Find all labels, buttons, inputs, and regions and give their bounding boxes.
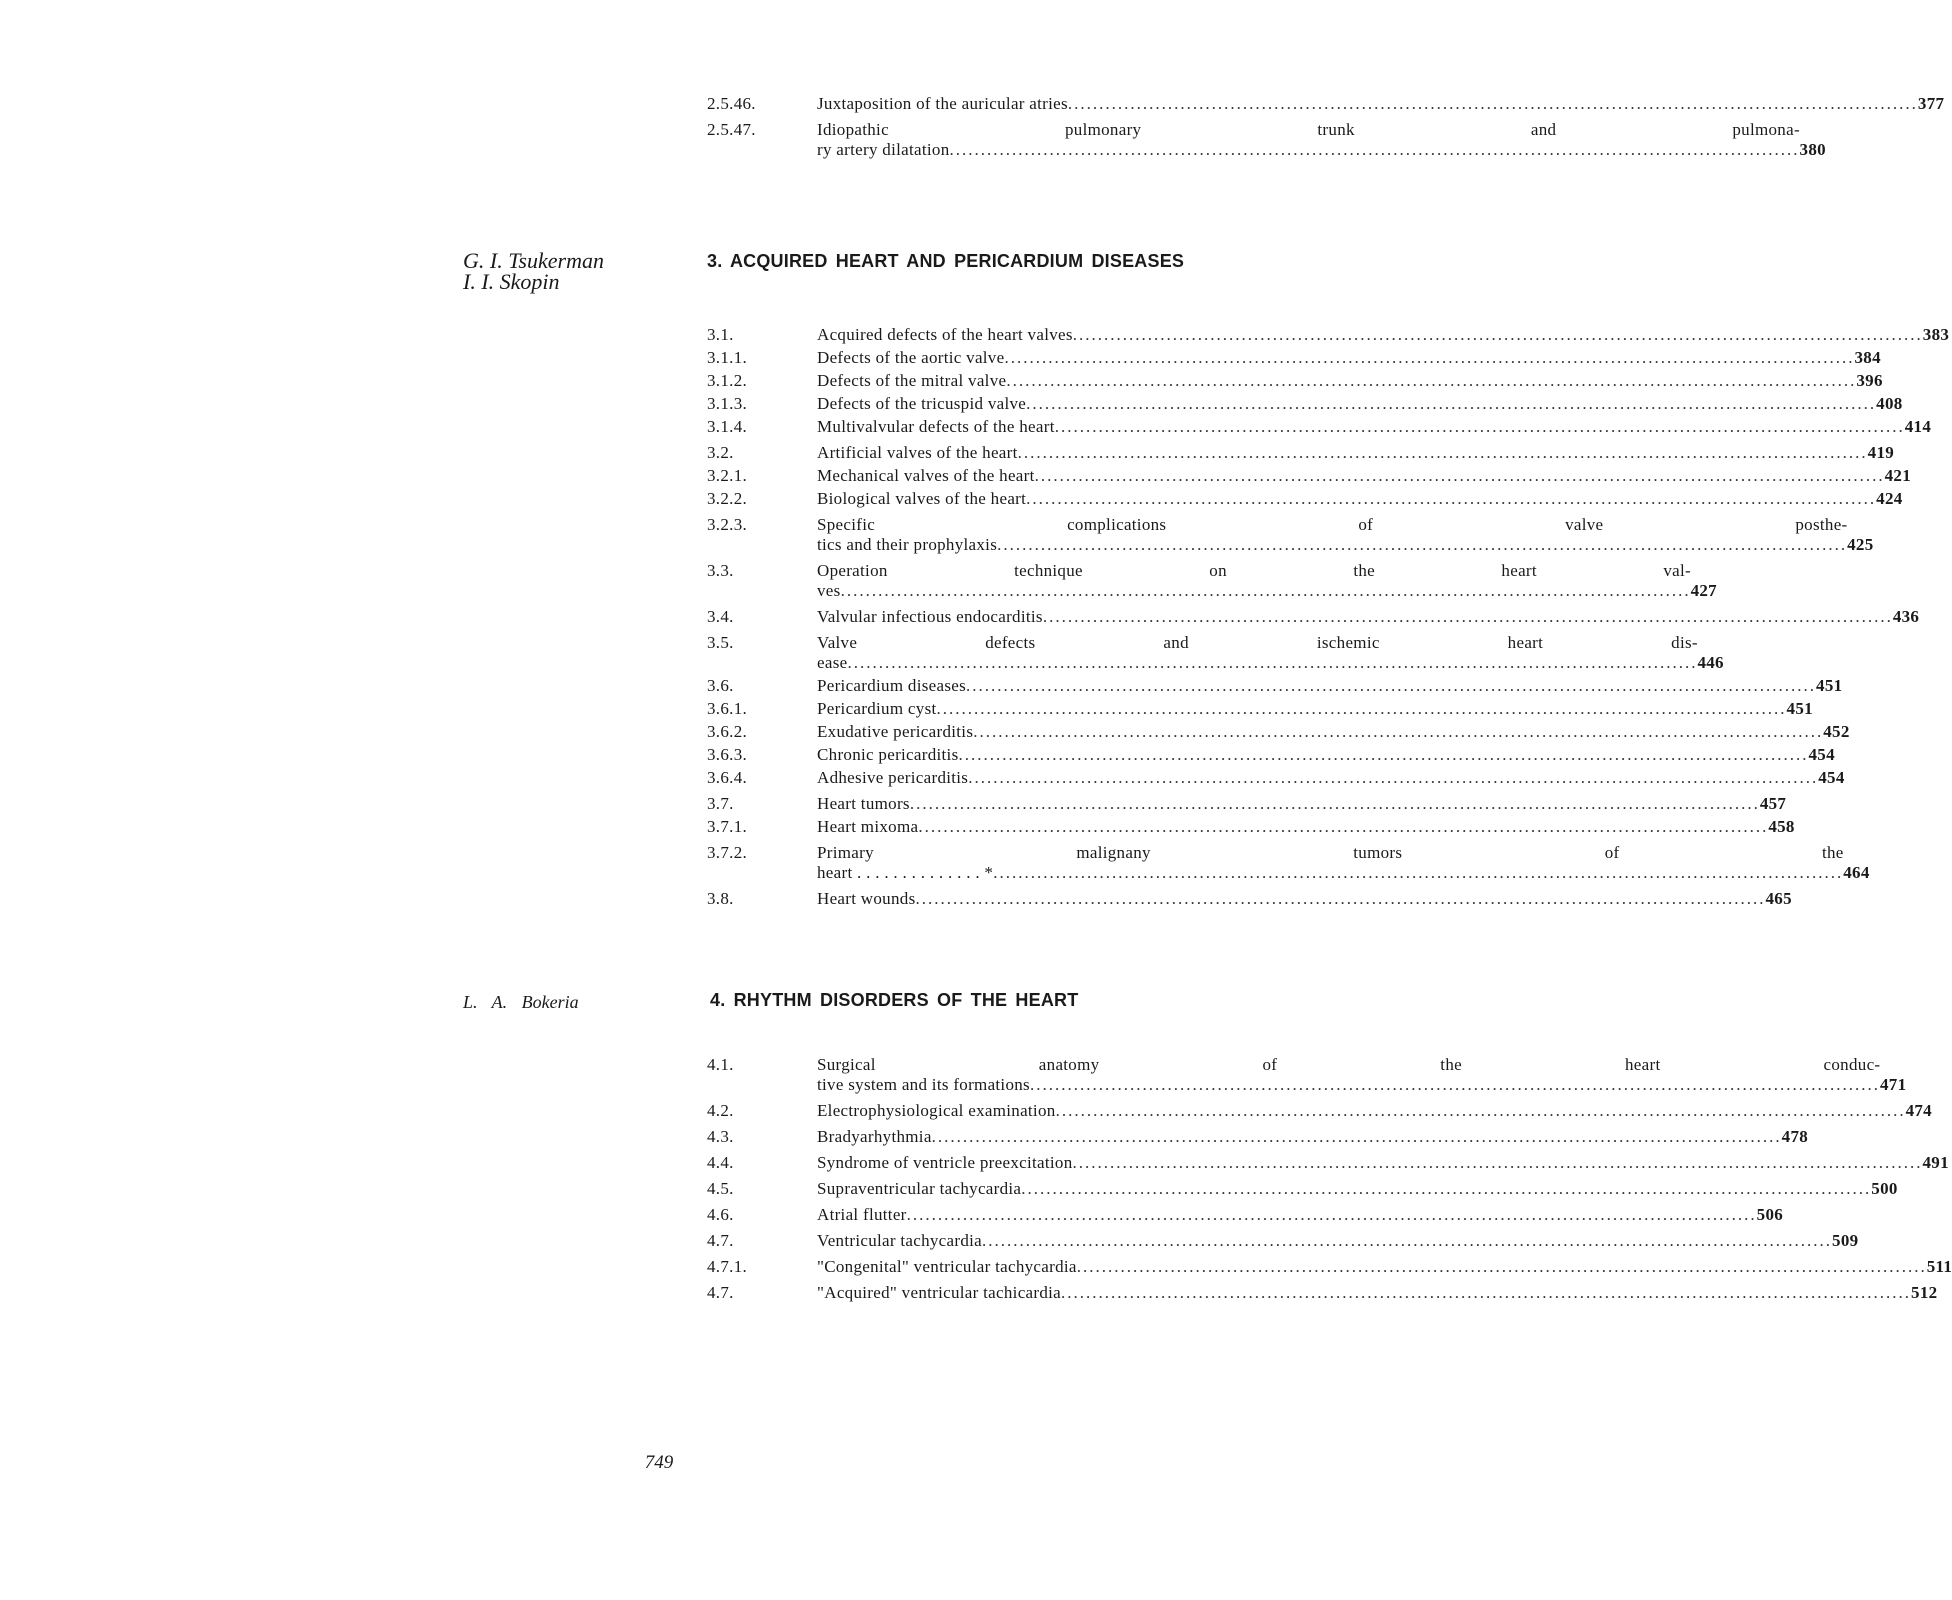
section-4-authors <box>463 992 579 1013</box>
toc-entry <box>707 676 1843 696</box>
toc-entry <box>707 768 1845 788</box>
toc-entry-leader-line <box>817 863 1870 883</box>
toc-entry-body <box>817 1257 1952 1277</box>
toc-entry-title: Defects of the aortic valve <box>817 348 1005 367</box>
toc-entry-leader-line <box>817 489 1903 509</box>
toc-entry-leader-line <box>817 1075 1906 1095</box>
toc-entry-title: heart . . . . . . . . . . . . . . * <box>817 863 994 882</box>
toc-entry-body <box>817 768 1845 788</box>
toc-entry-leader-line <box>817 371 1883 391</box>
toc-entry-page: 377 <box>1917 94 1945 113</box>
toc-entry-page: 452 <box>1823 722 1850 741</box>
toc-entry-title: Bradyarhythmia <box>817 1127 932 1146</box>
toc-entry-page: 474 <box>1905 1101 1932 1120</box>
toc-entry <box>707 1055 1907 1095</box>
toc-entry-leader-line <box>817 1283 1937 1303</box>
toc-entry <box>707 794 1787 814</box>
toc-entry-page: 421 <box>1884 466 1912 485</box>
toc-entry-leader-line <box>817 768 1845 788</box>
toc-entry-page: 506 <box>1756 1205 1784 1224</box>
toc-entry <box>707 1153 1949 1173</box>
toc-entry <box>707 417 1932 437</box>
toc-entry-page: 424 <box>1876 489 1903 508</box>
toc-entry-page: 451 <box>1816 676 1843 695</box>
toc-entry-title: Biological valves of the heart <box>817 489 1027 508</box>
toc-entry-body <box>817 1127 1808 1147</box>
toc-entry-leader-line <box>817 676 1842 696</box>
toc-entry-body <box>817 1283 1937 1303</box>
toc-entry-number: 3.7.1. <box>707 817 748 836</box>
toc-entry-title: Mechanical valves of the heart <box>817 466 1035 485</box>
author-name: I. I. Skopin <box>463 269 560 294</box>
toc-entry-title: Supraventricular tachycardia <box>817 1179 1022 1198</box>
toc-entry-page: 511 <box>1926 1257 1952 1276</box>
toc-entry <box>707 607 1920 627</box>
toc-entry-title: Chronic pericarditis <box>817 745 959 764</box>
toc-entry-leader-line <box>817 745 1835 765</box>
toc-entry <box>707 1205 1784 1225</box>
toc-entry-page: 425 <box>1847 535 1874 554</box>
toc-entry-leader-line <box>817 1127 1808 1147</box>
toc-entry-number: 4.6. <box>707 1205 734 1224</box>
toc-entry-page: 383 <box>1922 325 1950 344</box>
toc-entry-body <box>817 515 1874 555</box>
toc-entry <box>707 1283 1938 1303</box>
toc-entry-body <box>817 394 1903 414</box>
toc-entry-page: 471 <box>1879 1075 1907 1094</box>
toc-entry-body <box>817 561 1717 601</box>
toc-entry-page: 380 <box>1799 140 1826 159</box>
toc-entry-title: tics and their prophylaxis <box>817 535 998 554</box>
toc-entry-page: 454 <box>1808 745 1835 764</box>
toc-entry-title: Atrial flutter <box>817 1205 907 1224</box>
toc-entry <box>707 489 1903 509</box>
toc-entry-page: 500 <box>1871 1179 1898 1198</box>
toc-entry-leader-line <box>817 607 1919 627</box>
toc-entry-title: Ventricular tachycardia <box>817 1231 983 1250</box>
toc-entry-leader-line <box>817 699 1813 719</box>
toc-entry-body <box>817 489 1903 509</box>
toc-entry <box>707 325 1950 345</box>
toc-entry-title: Electrophysiological examination <box>817 1101 1056 1120</box>
toc-entry-number: 2.5.46. <box>707 94 756 113</box>
toc-entry <box>707 120 1826 160</box>
dot-leader <box>916 889 1766 909</box>
dot-leader <box>918 817 1768 837</box>
toc-entry-title: ves <box>817 581 841 600</box>
toc-entry-number: 3.8. <box>707 889 734 908</box>
page-number: 749 <box>644 1452 674 1473</box>
toc-entry-number: 3.7.2. <box>707 843 748 862</box>
dot-leader <box>982 1231 1832 1251</box>
toc-entry-title: Acquired defects of the heart valves <box>817 325 1073 344</box>
toc-entry <box>707 843 1870 883</box>
toc-entry-leader-line <box>817 443 1894 463</box>
toc-entry-leader-line <box>817 1153 1949 1173</box>
toc-entry <box>707 443 1895 463</box>
toc-entry-number: 3.6.4. <box>707 768 748 787</box>
toc-entry <box>707 722 1850 742</box>
toc-entry-page: 458 <box>1768 817 1795 836</box>
section-3-heading: 3. ACQUIRED HEART AND PERICARDIUM DISEASES <box>707 251 1185 271</box>
toc-entry-number: 3.2.2. <box>707 489 748 508</box>
toc-entry-title: Pericardium cyst <box>817 699 937 718</box>
toc-entry <box>707 1231 1859 1251</box>
toc-entry-title: "Acquired" ventricular tachicardia <box>817 1283 1062 1302</box>
dot-leader <box>1026 489 1876 509</box>
toc-entry-title-line: Surgical anatomy of the heart conduc- <box>817 1055 1881 1074</box>
toc-entry-body <box>817 466 1911 486</box>
toc-entry-title: Heart mixoma <box>817 817 919 836</box>
toc-entry <box>707 561 1717 601</box>
toc-entry-body <box>817 607 1919 627</box>
toc-entry-body <box>817 843 1870 883</box>
toc-entry-title: Exudative pericarditis <box>817 722 974 741</box>
toc-entry-page: 491 <box>1922 1153 1949 1172</box>
section-3-authors <box>463 250 604 292</box>
toc-entry-number: 4.7. <box>707 1231 734 1250</box>
toc-entry-leader-line <box>817 1231 1858 1251</box>
toc-entry-body <box>817 1231 1858 1251</box>
toc-entry-leader-line <box>817 817 1795 837</box>
toc-entry-number: 3.1.3. <box>707 394 748 413</box>
toc-entry-number: 3.7. <box>707 794 734 813</box>
toc-list-section-4 <box>707 1055 1952 1306</box>
toc-entry-leader-line <box>817 889 1792 909</box>
dot-leader <box>937 699 1787 719</box>
toc-entry-body <box>817 120 1826 160</box>
toc-entry-page: 408 <box>1876 394 1903 413</box>
toc-entry-title-line: Specific complications of valve posthe- <box>817 515 1848 534</box>
toc-entry-body <box>817 699 1813 719</box>
toc-entry-page: 384 <box>1854 348 1881 367</box>
toc-entry-body <box>817 348 1881 368</box>
toc-entry-title: Adhesive pericarditis <box>817 768 969 787</box>
toc-entry-page: 457 <box>1759 794 1787 813</box>
toc-entry-title: Syndrome of ventricle preexcitation <box>817 1153 1073 1172</box>
toc-entry-body <box>817 371 1883 391</box>
toc-entry <box>707 466 1912 486</box>
toc-entry <box>707 699 1813 719</box>
toc-entry-number: 3.1.4. <box>707 417 748 436</box>
dot-leader <box>993 863 1843 883</box>
toc-entry-leader-line <box>817 1205 1783 1225</box>
toc-entry-body <box>817 633 1724 673</box>
toc-entry-leader-line <box>817 417 1931 437</box>
toc-entry-leader-line <box>817 140 1826 160</box>
toc-entry-page: 478 <box>1781 1127 1809 1146</box>
toc-entry-leader-line <box>817 466 1911 486</box>
toc-entry-body <box>817 745 1835 765</box>
toc-entry <box>707 394 1903 414</box>
toc-entry-title: tive system and its formations <box>817 1075 1030 1094</box>
dot-leader <box>1061 1283 1911 1303</box>
toc-entry-page: 436 <box>1892 607 1920 626</box>
toc-entry <box>707 348 1881 368</box>
toc-entry <box>707 745 1835 765</box>
dot-leader <box>841 581 1691 601</box>
toc-entry-number: 3.6.1. <box>707 699 748 718</box>
toc-entry-leader-line <box>817 1101 1932 1121</box>
toc-entry-title: ease <box>817 653 848 672</box>
toc-entry-number: 2.5.47. <box>707 120 756 139</box>
toc-entry-leader-line <box>817 653 1724 673</box>
toc-list-section-3 <box>707 325 1950 912</box>
author-name: L. A. Bokeria <box>463 992 579 1012</box>
dot-leader <box>997 535 1847 555</box>
dot-leader <box>847 653 1697 673</box>
toc-entry-title: Juxtaposition of the auricular atries <box>817 94 1068 113</box>
toc-entry-title: Heart tumors <box>817 794 910 813</box>
toc-entry-number: 3.1.2. <box>707 371 748 390</box>
dot-leader <box>973 722 1823 742</box>
toc-entry <box>707 1179 1898 1199</box>
dot-leader <box>1043 607 1893 627</box>
toc-entry-title: ry artery dilatation <box>817 140 950 159</box>
toc-entry-number: 3.1.1. <box>707 348 748 367</box>
toc-entry-title: Defects of the mitral valve <box>817 371 1007 390</box>
toc-entry-leader-line <box>817 325 1949 345</box>
dot-leader <box>1006 371 1856 391</box>
toc-entry-leader-line <box>817 394 1903 414</box>
dot-leader <box>1056 1101 1906 1121</box>
toc-entry-title: Heart wounds <box>817 889 916 908</box>
toc-entry <box>707 1257 1952 1277</box>
toc-entry-number: 3.1. <box>707 325 734 344</box>
toc-entry-page: 427 <box>1690 581 1717 600</box>
dot-leader <box>910 794 1760 814</box>
dot-leader <box>950 140 1800 160</box>
toc-entry-body <box>817 1101 1932 1121</box>
toc-entry-number: 4.7. <box>707 1283 734 1302</box>
toc-entry-title: "Congenital" ventricular tachycardia <box>817 1257 1077 1276</box>
toc-entry-body <box>817 94 1944 114</box>
toc-entry-leader-line <box>817 1179 1898 1199</box>
toc-entry-page: 451 <box>1786 699 1813 718</box>
dot-leader <box>1030 1075 1880 1095</box>
toc-entry-title-line: Idiopathic pulmonary trunk and pulmona- <box>817 120 1800 139</box>
section-4-heading: 4. RHYTHM DISORDERS OF THE HEART <box>710 990 1079 1010</box>
toc-entry-number: 3.2.3. <box>707 515 748 534</box>
toc-entry-number: 3.6.2. <box>707 722 748 741</box>
toc-entry <box>707 515 1874 555</box>
toc-entry-body <box>817 325 1949 345</box>
toc-entry-title-line: Primary malignany tumors of the <box>817 843 1844 862</box>
toc-entry-page: 454 <box>1818 768 1845 787</box>
toc-entry-body <box>817 417 1931 437</box>
toc-entry-number: 4.3. <box>707 1127 734 1146</box>
dot-leader <box>1073 325 1923 345</box>
toc-entry-body <box>817 1055 1906 1095</box>
toc-entry-number: 3.6. <box>707 676 734 695</box>
toc-entry-page: 464 <box>1843 863 1870 882</box>
toc-entry-leader-line <box>817 581 1717 601</box>
toc-entry-title-line: Operation technique on the heart val- <box>817 561 1691 580</box>
toc-entry-body <box>817 1153 1949 1173</box>
toc-entry-page: 414 <box>1904 417 1932 436</box>
toc-entry-page: 509 <box>1832 1231 1859 1250</box>
author-name: G. I. Tsukerman <box>463 248 604 273</box>
toc-entry-number: 3.2. <box>707 443 734 462</box>
toc-entry-body <box>817 722 1850 742</box>
toc-entry-page: 465 <box>1765 889 1792 908</box>
toc-entry-leader-line <box>817 722 1850 742</box>
toc-entry-body <box>817 1205 1783 1225</box>
toc-entry-leader-line <box>817 794 1786 814</box>
dot-leader <box>1035 466 1885 486</box>
dot-leader <box>968 768 1818 788</box>
toc-entry-leader-line <box>817 535 1874 555</box>
dot-leader <box>966 676 1816 696</box>
toc-entry <box>707 1101 1932 1121</box>
toc-entry-page: 512 <box>1911 1283 1938 1302</box>
dot-leader <box>1026 394 1876 414</box>
toc-entry <box>707 1127 1809 1147</box>
dot-leader <box>1055 417 1905 437</box>
dot-leader <box>932 1127 1782 1147</box>
toc-entry-page: 446 <box>1697 653 1724 672</box>
toc-entry-body <box>817 889 1792 909</box>
dot-leader <box>1004 348 1854 368</box>
dot-leader <box>907 1205 1757 1225</box>
toc-entry-title: Valvular infectious endocarditis <box>817 607 1043 626</box>
toc-entry-page: 419 <box>1867 443 1895 462</box>
toc-entry <box>707 371 1883 391</box>
toc-entry-title-line: Valve defects and ischemic heart dis- <box>817 633 1698 652</box>
toc-entry-number: 4.4. <box>707 1153 734 1172</box>
toc-entry-number: 3.5. <box>707 633 734 652</box>
toc-entry-title: Pericardium diseases <box>817 676 967 695</box>
dot-leader <box>1068 94 1918 114</box>
toc-entry-number: 4.1. <box>707 1055 734 1074</box>
toc-entry-number: 3.2.1. <box>707 466 748 485</box>
dot-leader <box>959 745 1809 765</box>
toc-entry-leader-line <box>817 94 1944 114</box>
toc-list-top <box>707 94 1945 163</box>
dot-leader <box>1018 443 1868 463</box>
toc-entry-page: 396 <box>1856 371 1883 390</box>
toc-entry-title: Multivalvular defects of the heart <box>817 417 1055 436</box>
toc-entry <box>707 633 1724 673</box>
toc-entry-leader-line <box>817 348 1881 368</box>
toc-entry-number: 4.5. <box>707 1179 734 1198</box>
toc-entry-title: Defects of the tricuspid valve <box>817 394 1027 413</box>
toc-entry <box>707 817 1795 837</box>
toc-entry-body <box>817 1179 1898 1199</box>
toc-entry-leader-line <box>817 1257 1952 1277</box>
toc-entry-number: 3.6.3. <box>707 745 748 764</box>
toc-entry-number: 4.2. <box>707 1101 734 1120</box>
dot-leader <box>1077 1257 1927 1277</box>
dot-leader <box>1073 1153 1923 1173</box>
dot-leader <box>1021 1179 1871 1199</box>
toc-entry <box>707 889 1792 909</box>
toc-entry-title: Artificial valves of the heart <box>817 443 1018 462</box>
toc-entry-body <box>817 817 1795 837</box>
toc-entry <box>707 94 1945 114</box>
toc-entry-body <box>817 443 1894 463</box>
toc-entry-number: 3.3. <box>707 561 734 580</box>
toc-entry-number: 4.7.1. <box>707 1257 748 1276</box>
toc-entry-body <box>817 676 1842 696</box>
toc-entry-number: 3.4. <box>707 607 734 626</box>
toc-entry-body <box>817 794 1786 814</box>
